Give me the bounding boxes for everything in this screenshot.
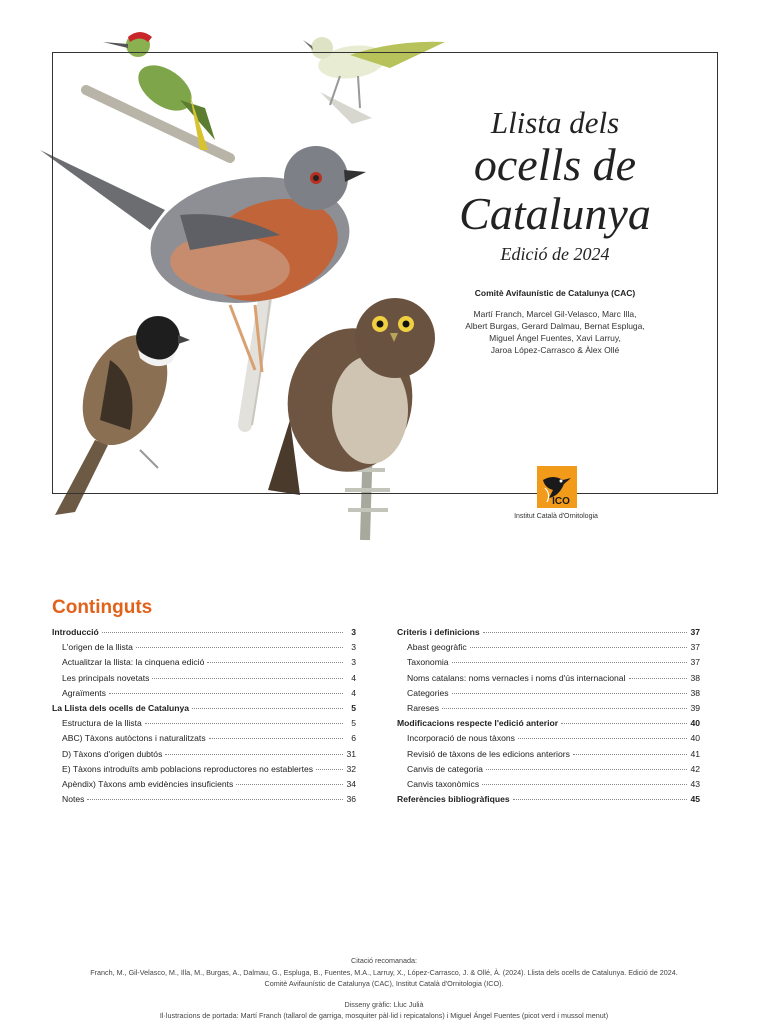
title-line-1: Llista dels (490, 105, 620, 140)
toc-entry-page: 3 (351, 642, 356, 653)
toc-entry-label: Modificacions respecte l'edició anterior (397, 718, 559, 729)
toc-entry[interactable] (52, 642, 356, 657)
toc-dot-leader (109, 693, 343, 694)
authors-line: Albert Burgas, Gerard Dalmau, Bernat Espluga, (465, 321, 645, 331)
authors-list (440, 308, 670, 356)
toc-entry-label: Abast geogràfic (407, 642, 467, 653)
toc-entry[interactable] (52, 733, 356, 748)
toc-entry-label: La Llista dels ocells de Catalunya (52, 702, 190, 713)
edition-label: Edició de 2024 (500, 244, 610, 264)
toc-entry-label: D) Tàxons d'origen dubtós (62, 748, 163, 759)
toc-entry-page: 39 (690, 702, 700, 713)
toc-entry[interactable] (397, 657, 700, 672)
design-credit: Disseny gràfic: Lluc Julià (344, 1000, 424, 1009)
toc-entry-page: 5 (351, 718, 356, 729)
toc-entry-label: L'origen de la llista (62, 642, 133, 653)
toc-entry-page: 32 (346, 763, 356, 774)
toc-entry[interactable] (52, 779, 356, 794)
toc-entry-page: 41 (690, 748, 700, 759)
toc-dot-leader (452, 693, 687, 694)
toc-entry-page: 31 (346, 748, 356, 759)
toc-entry-page: 4 (351, 672, 356, 683)
toc-entry[interactable] (397, 673, 700, 688)
toc-dot-leader (165, 754, 343, 755)
toc-entry-page: 40 (690, 718, 700, 729)
toc-dot-leader (236, 784, 343, 785)
toc-entry-label: Criteris i definicions (397, 627, 480, 637)
toc-dot-leader (518, 738, 687, 739)
toc-entry-label: Incorporació de nous tàxons (407, 733, 515, 744)
authors-line: Martí Franch, Marcel Gil-Velasco, Marc Illa, (473, 309, 637, 319)
toc-entry-page: 4 (351, 687, 356, 698)
toc-entry[interactable] (52, 749, 356, 764)
toc-entry-page: 6 (351, 733, 356, 744)
illustration-credit: Il·lustracions de portada: Martí Franch (tallarol de garriga, mosquiter pàl·lid i repicatalons) i Miguel Ángel Fuentes (picot verd i mussol menut) (159, 1011, 609, 1020)
toc-entry-label: ABC) Tàxons autòctons i naturalitzats (62, 733, 206, 744)
toc-entry-page: 5 (351, 702, 356, 713)
toc-left-column (52, 627, 356, 809)
toc-entry[interactable] (52, 794, 356, 809)
footer (40, 955, 728, 1021)
toc-entry[interactable] (397, 718, 700, 733)
toc-dot-leader (209, 738, 343, 739)
toc-entry-page: 36 (346, 794, 356, 805)
authors-line: Jaroa López-Carrasco & Àlex Ollé (490, 345, 620, 355)
toc-entry-label: Agraïments (62, 687, 106, 698)
toc-dot-leader (442, 708, 687, 709)
toc-entry[interactable] (397, 703, 700, 718)
toc-entry[interactable] (397, 627, 700, 642)
toc-entry-label: Actualitzar la llista: la cinquena edició (62, 657, 205, 668)
committee-name: Comitè Avifaunístic de Catalunya (CAC) (474, 288, 636, 298)
toc-entry[interactable] (52, 718, 356, 733)
toc-entry[interactable] (397, 688, 700, 703)
toc-entry-page: 37 (690, 657, 700, 668)
toc-right-column (397, 627, 700, 809)
toc-dot-leader (102, 632, 343, 633)
toc-dot-leader (482, 784, 687, 785)
ico-logo (537, 466, 577, 508)
toc-entry-label: Noms catalans: noms vernacles i noms d'ús internacional (407, 672, 626, 683)
toc-dot-leader (561, 723, 687, 724)
ico-bird-icon (537, 466, 577, 508)
toc-entry[interactable] (397, 794, 700, 809)
toc-entry[interactable] (52, 764, 356, 779)
toc-dot-leader (145, 723, 343, 724)
cover-title (440, 104, 670, 265)
toc-entry[interactable] (397, 749, 700, 764)
toc-entry-label: Referències bibliogràfiques (397, 794, 510, 805)
title-line-2: ocells de (473, 139, 637, 190)
logo-text: ICO (552, 496, 570, 507)
logo-caption: Institut Català d'Ornitologia (514, 513, 598, 520)
toc-entry[interactable] (397, 764, 700, 779)
toc-entry-label: Categories (407, 687, 449, 698)
toc-dot-leader (573, 754, 687, 755)
toc-entry-page: 43 (690, 778, 700, 789)
toc-entry-label: E) Tàxons introduïts amb poblacions reproductores no establertes (62, 763, 314, 774)
toc-entry-page: 42 (690, 763, 700, 774)
toc-entry-page: 38 (690, 672, 700, 683)
toc-entry[interactable] (52, 657, 356, 672)
toc-title: Continguts (52, 597, 153, 618)
toc-entry-page: 37 (690, 627, 700, 637)
toc-entry-label: Rareses (407, 702, 439, 713)
toc-dot-leader (486, 769, 687, 770)
toc-entry-label: Les principals novetats (62, 672, 150, 683)
toc-entry-page: 3 (351, 657, 356, 668)
toc-dot-leader (483, 632, 687, 633)
toc-entry-page: 40 (690, 733, 700, 744)
toc-entry-label: Revisió de tàxons de les edicions anteriors (407, 748, 570, 759)
toc-dot-leader (87, 799, 343, 800)
toc-entry-page: 38 (690, 687, 700, 698)
toc-dot-leader (513, 799, 687, 800)
toc-dot-leader (316, 769, 343, 770)
toc-entry-label: Apèndix) Tàxons amb evidències insuficients (62, 778, 234, 789)
toc-entry-page: 37 (690, 642, 700, 653)
toc-entry[interactable] (397, 779, 700, 794)
toc-entry-page: 45 (690, 794, 700, 805)
toc-entry[interactable] (397, 733, 700, 748)
toc-entry-label: Introducció (52, 627, 99, 637)
toc-entry[interactable] (397, 642, 700, 657)
toc-dot-leader (629, 678, 688, 679)
title-line-3: Catalunya (459, 188, 651, 239)
toc-entry-label: Canvis taxonòmics (407, 778, 480, 789)
toc-entry-label: Canvis de categoria (407, 763, 483, 774)
toc-entry-label: Taxonomia (407, 657, 449, 668)
toc-entry-page: 3 (351, 627, 356, 637)
citation-line: Franch, M., Gil-Velasco, M., Illa, M., Burgas, A., Dalmau, G., Espluga, B., Fuentes, M.A., Larruy, X., López-Carrasco, J. & Ollé, À. (2024). Llista dels ocells de Catalunya. Edició de 2024. (90, 968, 678, 977)
toc-dot-leader (192, 708, 343, 709)
authors-line: Miguel Ángel Fuentes, Xavi Larruy, (489, 333, 621, 343)
citation-label: Citació recomanada: (351, 956, 417, 965)
toc-entry-label: Estructura de la llista (62, 718, 142, 729)
toc-entry-label: Notes (62, 794, 85, 805)
citation-line: Comitè Avifaunístic de Catalunya (CAC), Institut Català d'Ornitologia (ICO). (264, 979, 504, 988)
toc-entry[interactable] (52, 703, 356, 718)
toc-entry[interactable] (52, 688, 356, 703)
toc-dot-leader (136, 647, 343, 648)
toc-dot-leader (470, 647, 687, 648)
toc-dot-leader (152, 678, 343, 679)
toc-entry-page: 34 (346, 778, 356, 789)
toc-entry[interactable] (52, 673, 356, 688)
toc-entry[interactable] (52, 627, 356, 642)
toc-dot-leader (452, 662, 687, 663)
toc-dot-leader (207, 662, 343, 663)
